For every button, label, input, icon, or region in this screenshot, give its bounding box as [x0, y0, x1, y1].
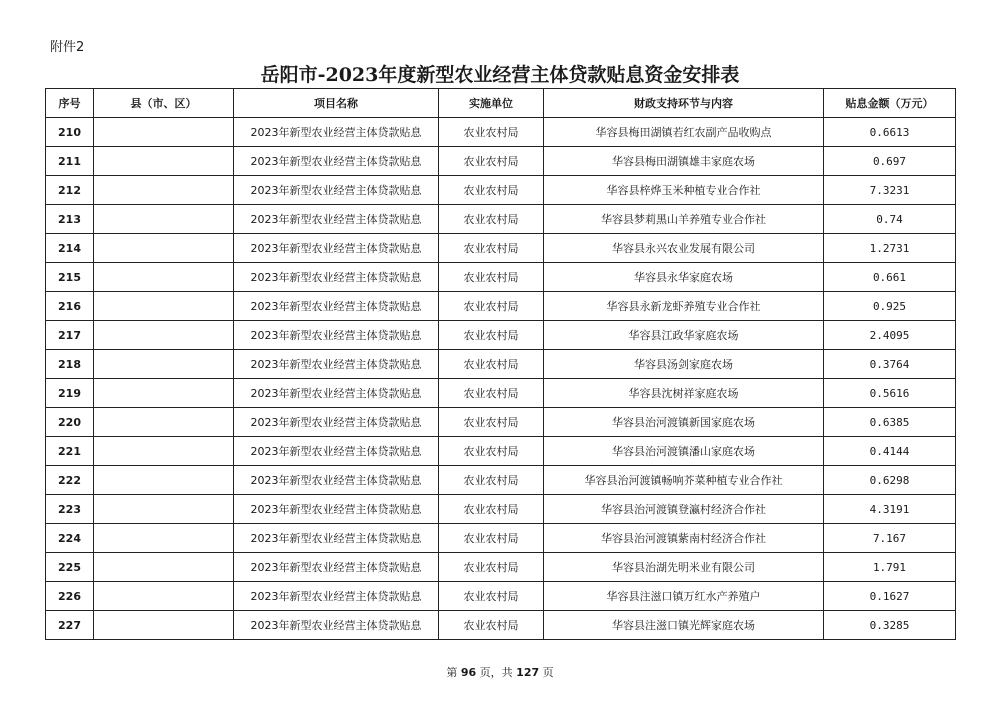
cell-county — [94, 379, 234, 408]
cell-content: 华容县注滋口镇光辉家庭农场 — [544, 611, 824, 640]
cell-content: 华容县治湖先明米业有限公司 — [544, 553, 824, 582]
cell-county — [94, 582, 234, 611]
cell-project: 2023年新型农业经营主体贷款贴息 — [234, 263, 439, 292]
footer-prefix: 第 — [446, 666, 461, 679]
cell-amount: 7.3231 — [824, 176, 956, 205]
cell-project: 2023年新型农业经营主体贷款贴息 — [234, 437, 439, 466]
cell-unit: 农业农村局 — [439, 408, 544, 437]
cell-content: 华容县注滋口镇万红水产养殖户 — [544, 582, 824, 611]
cell-seq: 215 — [46, 263, 94, 292]
table-row — [46, 147, 956, 176]
table-row — [46, 524, 956, 553]
cell-seq: 218 — [46, 350, 94, 379]
cell-seq: 225 — [46, 553, 94, 582]
cell-project: 2023年新型农业经营主体贷款贴息 — [234, 321, 439, 350]
cell-unit: 农业农村局 — [439, 553, 544, 582]
table-row — [46, 611, 956, 640]
cell-content: 华容县汤剑家庭农场 — [544, 350, 824, 379]
cell-unit: 农业农村局 — [439, 524, 544, 553]
cell-unit: 农业农村局 — [439, 321, 544, 350]
cell-amount: 0.6385 — [824, 408, 956, 437]
cell-county — [94, 611, 234, 640]
cell-seq: 222 — [46, 466, 94, 495]
cell-amount: 0.6298 — [824, 466, 956, 495]
cell-seq: 226 — [46, 582, 94, 611]
cell-project: 2023年新型农业经营主体贷款贴息 — [234, 408, 439, 437]
cell-seq: 224 — [46, 524, 94, 553]
cell-content: 华容县江政华家庭农场 — [544, 321, 824, 350]
current-page: 96 — [460, 666, 477, 679]
cell-unit: 农业农村局 — [439, 379, 544, 408]
cell-county — [94, 234, 234, 263]
cell-seq: 214 — [46, 234, 94, 263]
cell-amount: 0.6613 — [824, 118, 956, 147]
cell-project: 2023年新型农业经营主体贷款贴息 — [234, 205, 439, 234]
cell-project: 2023年新型农业经营主体贷款贴息 — [234, 379, 439, 408]
cell-project: 2023年新型农业经营主体贷款贴息 — [234, 524, 439, 553]
cell-unit: 农业农村局 — [439, 292, 544, 321]
cell-amount: 0.74 — [824, 205, 956, 234]
cell-unit: 农业农村局 — [439, 611, 544, 640]
cell-project: 2023年新型农业经营主体贷款贴息 — [234, 611, 439, 640]
table-row — [46, 466, 956, 495]
footer-suffix: 页 — [539, 666, 554, 679]
header-amount: 贴息金额（万元） — [824, 89, 956, 118]
cell-seq: 223 — [46, 495, 94, 524]
cell-content: 华容县梅田湖镇雄丰家庭农场 — [544, 147, 824, 176]
cell-content: 华容县梦莉黑山羊养殖专业合作社 — [544, 205, 824, 234]
cell-unit: 农业农村局 — [439, 234, 544, 263]
cell-amount: 1.791 — [824, 553, 956, 582]
cell-content: 华容县梅田湖镇若红农副产品收购点 — [544, 118, 824, 147]
table-header-row — [46, 89, 956, 118]
page-footer — [0, 664, 1000, 680]
table-row — [46, 553, 956, 582]
cell-unit: 农业农村局 — [439, 263, 544, 292]
cell-content: 华容县永兴农业发展有限公司 — [544, 234, 824, 263]
cell-project: 2023年新型农业经营主体贷款贴息 — [234, 553, 439, 582]
cell-content: 华容县治河渡镇登瀛村经济合作社 — [544, 495, 824, 524]
header-county: 县（市、区） — [94, 89, 234, 118]
page-title: 岳阳市-2023年度新型农业经营主体贷款贴息资金安排表 — [260, 64, 740, 86]
cell-unit: 农业农村局 — [439, 466, 544, 495]
cell-project: 2023年新型农业经营主体贷款贴息 — [234, 147, 439, 176]
cell-project: 2023年新型农业经营主体贷款贴息 — [234, 176, 439, 205]
cell-project: 2023年新型农业经营主体贷款贴息 — [234, 582, 439, 611]
cell-unit: 农业农村局 — [439, 437, 544, 466]
cell-amount: 0.661 — [824, 263, 956, 292]
cell-county — [94, 495, 234, 524]
header-project: 项目名称 — [234, 89, 439, 118]
table-row — [46, 437, 956, 466]
cell-amount: 4.3191 — [824, 495, 956, 524]
header-content: 财政支持环节与内容 — [544, 89, 824, 118]
cell-seq: 210 — [46, 118, 94, 147]
cell-amount: 0.3285 — [824, 611, 956, 640]
cell-unit: 农业农村局 — [439, 147, 544, 176]
table-row — [46, 379, 956, 408]
cell-project: 2023年新型农业经营主体贷款贴息 — [234, 466, 439, 495]
cell-county — [94, 553, 234, 582]
cell-amount: 2.4095 — [824, 321, 956, 350]
cell-amount: 0.4144 — [824, 437, 956, 466]
cell-county — [94, 321, 234, 350]
footer-middle: 页，共 — [476, 666, 517, 679]
cell-project: 2023年新型农业经营主体贷款贴息 — [234, 234, 439, 263]
cell-amount: 0.1627 — [824, 582, 956, 611]
cell-content: 华容县治河渡镇紫南村经济合作社 — [544, 524, 824, 553]
cell-seq: 220 — [46, 408, 94, 437]
allocation-table — [45, 88, 956, 640]
cell-county — [94, 292, 234, 321]
cell-county — [94, 350, 234, 379]
cell-project: 2023年新型农业经营主体贷款贴息 — [234, 118, 439, 147]
table-row — [46, 495, 956, 524]
cell-unit: 农业农村局 — [439, 176, 544, 205]
attachment-label: 附件2 — [50, 40, 85, 55]
header-seq: 序号 — [46, 89, 94, 118]
cell-seq: 227 — [46, 611, 94, 640]
cell-seq: 219 — [46, 379, 94, 408]
cell-county — [94, 118, 234, 147]
table-row — [46, 582, 956, 611]
cell-county — [94, 408, 234, 437]
table-row — [46, 176, 956, 205]
cell-seq: 213 — [46, 205, 94, 234]
cell-county — [94, 263, 234, 292]
table-row — [46, 205, 956, 234]
cell-unit: 农业农村局 — [439, 582, 544, 611]
cell-seq: 217 — [46, 321, 94, 350]
cell-seq: 211 — [46, 147, 94, 176]
cell-project: 2023年新型农业经营主体贷款贴息 — [234, 292, 439, 321]
cell-unit: 农业农村局 — [439, 118, 544, 147]
total-pages: 127 — [516, 666, 540, 679]
cell-project: 2023年新型农业经营主体贷款贴息 — [234, 495, 439, 524]
cell-amount: 1.2731 — [824, 234, 956, 263]
cell-amount: 0.5616 — [824, 379, 956, 408]
cell-unit: 农业农村局 — [439, 495, 544, 524]
table-body — [46, 118, 956, 640]
cell-content: 华容县沈树祥家庭农场 — [544, 379, 824, 408]
cell-content: 华容县治河渡镇潘山家庭农场 — [544, 437, 824, 466]
cell-county — [94, 176, 234, 205]
cell-content: 华容县治河渡镇新国家庭农场 — [544, 408, 824, 437]
table-row — [46, 350, 956, 379]
cell-unit: 农业农村局 — [439, 350, 544, 379]
header-unit: 实施单位 — [439, 89, 544, 118]
cell-amount: 0.697 — [824, 147, 956, 176]
table-row — [46, 408, 956, 437]
table-row — [46, 321, 956, 350]
cell-content: 华容县永新龙虾养殖专业合作社 — [544, 292, 824, 321]
cell-unit: 农业农村局 — [439, 205, 544, 234]
table-row — [46, 292, 956, 321]
cell-county — [94, 205, 234, 234]
cell-county — [94, 524, 234, 553]
cell-content: 华容县治河渡镇畅响芥菜种植专业合作社 — [544, 466, 824, 495]
cell-seq: 216 — [46, 292, 94, 321]
cell-seq: 212 — [46, 176, 94, 205]
cell-content: 华容县梓烨玉米种植专业合作社 — [544, 176, 824, 205]
cell-seq: 221 — [46, 437, 94, 466]
table-row — [46, 263, 956, 292]
table-row — [46, 234, 956, 263]
cell-county — [94, 437, 234, 466]
table-row — [46, 118, 956, 147]
cell-amount: 0.3764 — [824, 350, 956, 379]
cell-county — [94, 147, 234, 176]
cell-amount: 7.167 — [824, 524, 956, 553]
cell-project: 2023年新型农业经营主体贷款贴息 — [234, 350, 439, 379]
cell-amount: 0.925 — [824, 292, 956, 321]
cell-county — [94, 466, 234, 495]
cell-content: 华容县永华家庭农场 — [544, 263, 824, 292]
